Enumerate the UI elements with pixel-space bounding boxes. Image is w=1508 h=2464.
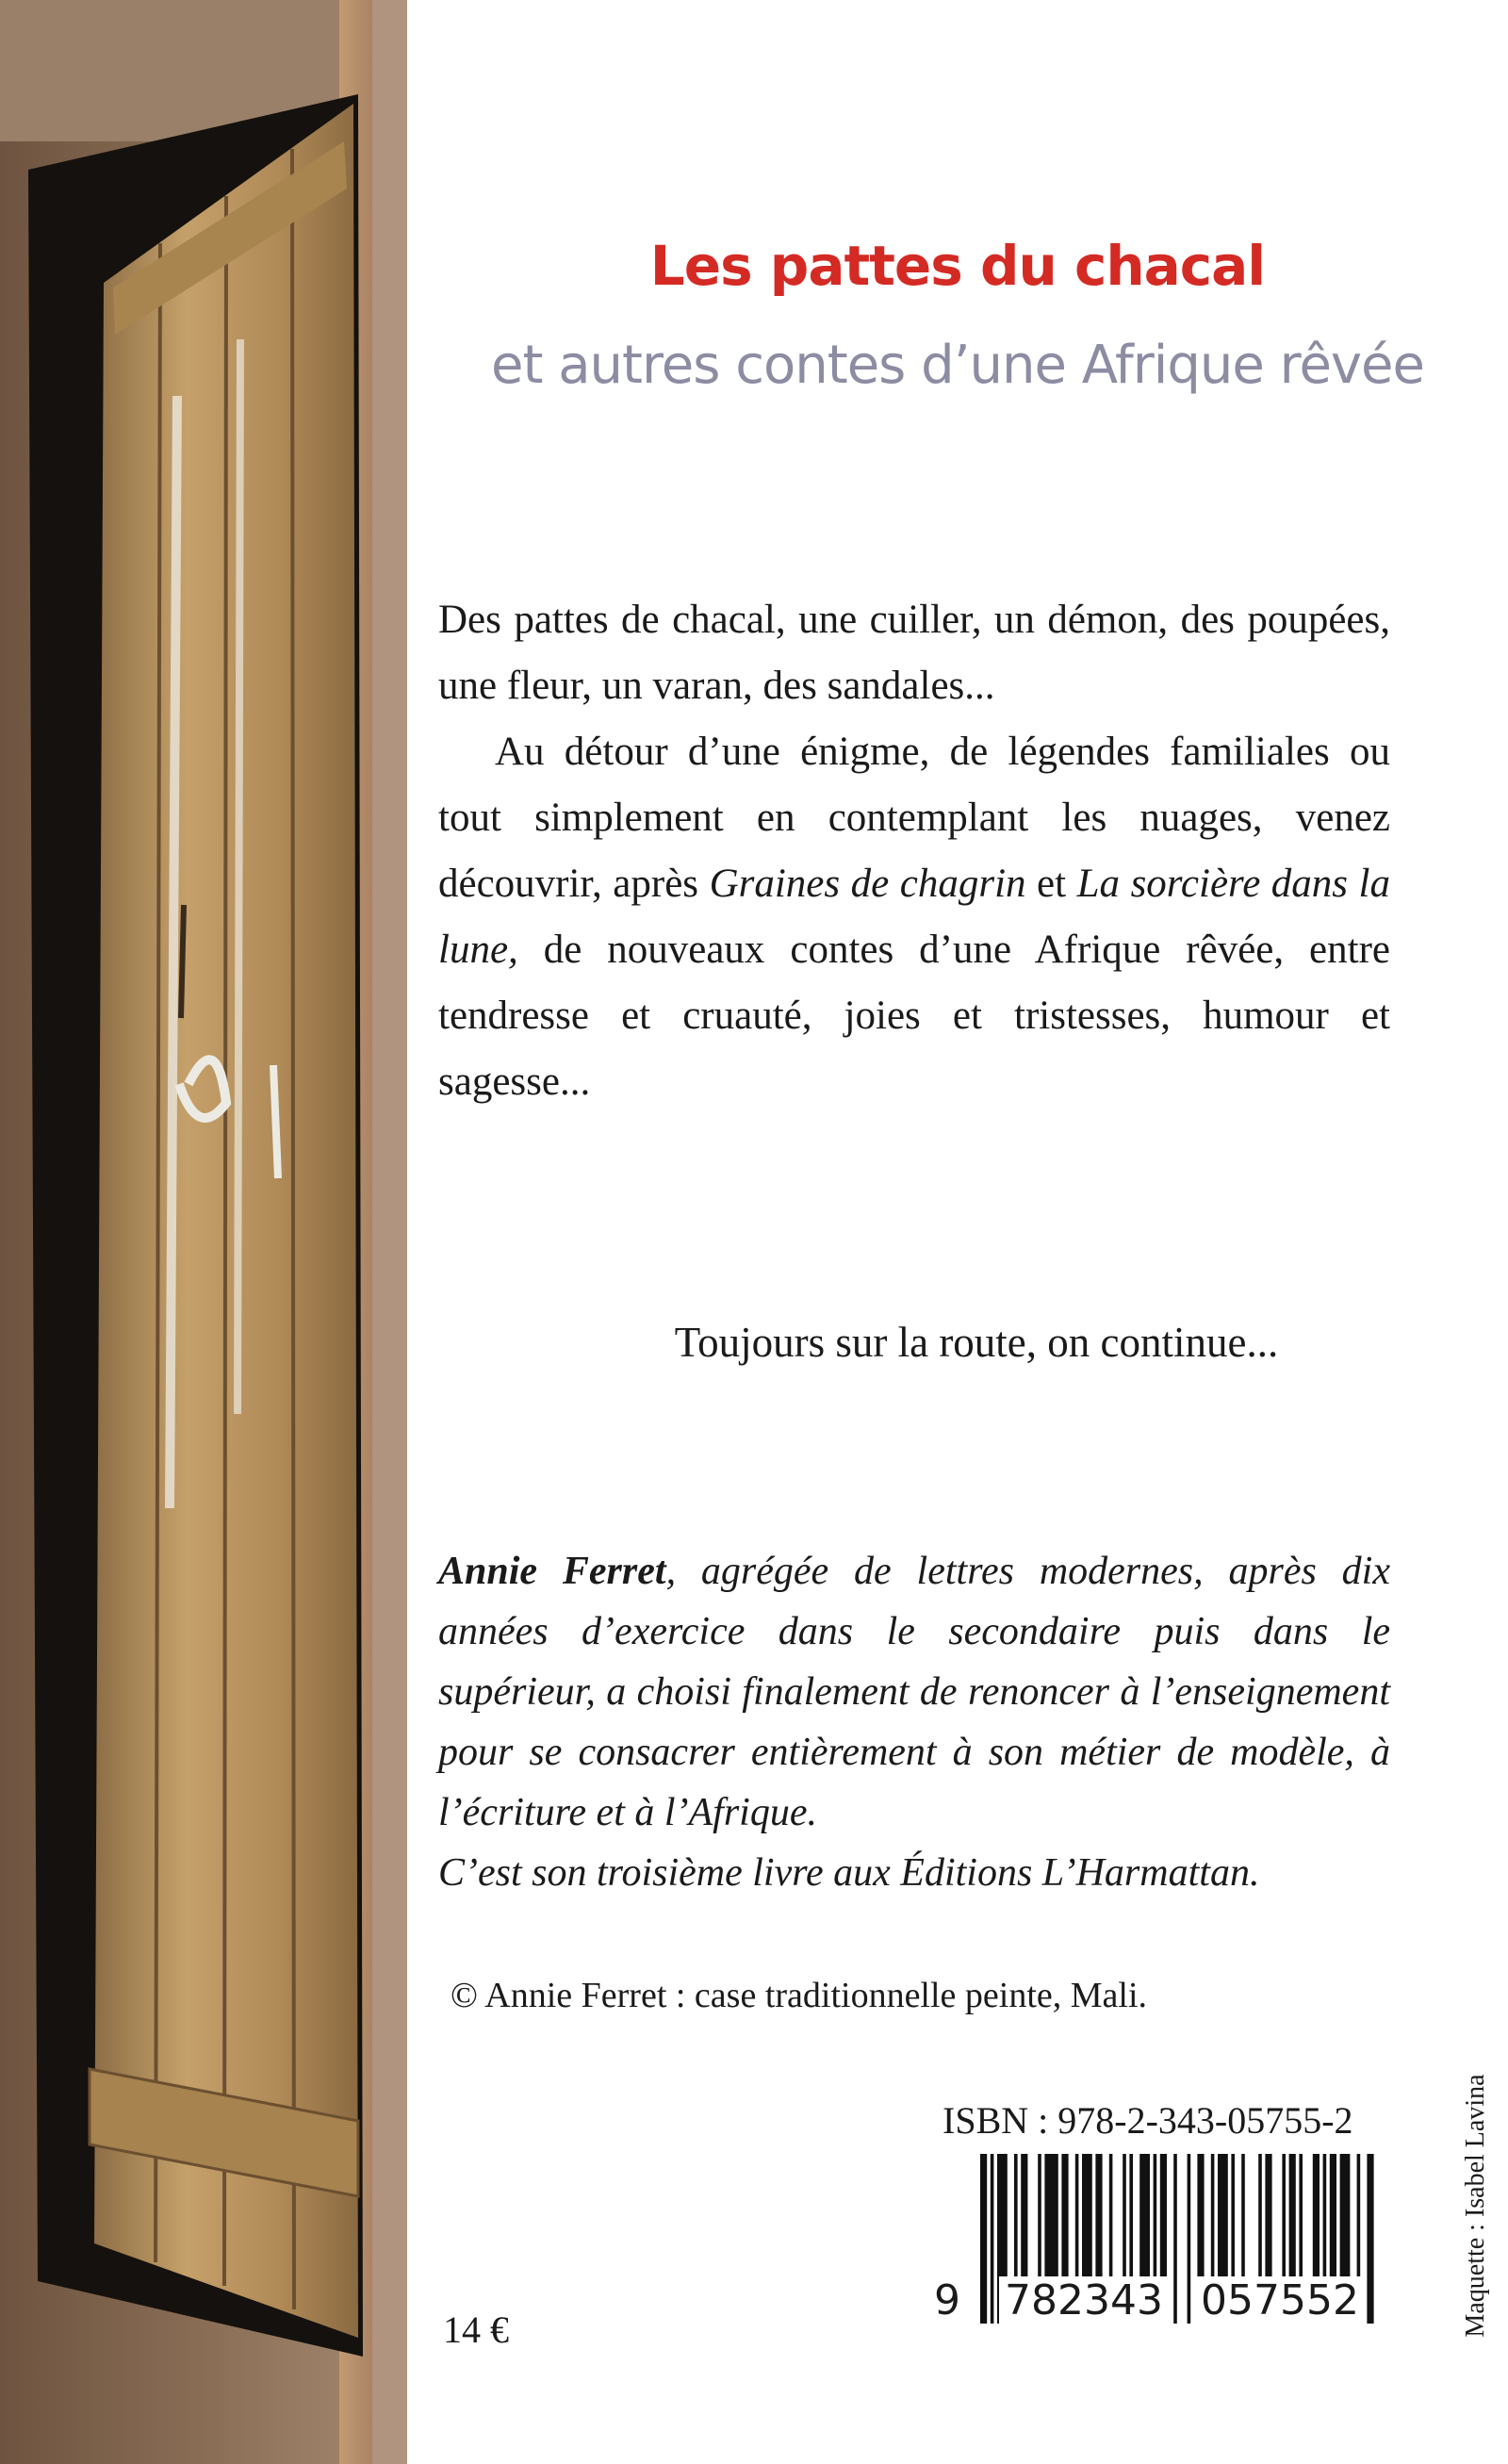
- cover-photo: [0, 0, 407, 2464]
- barcode-left-digits: 782343: [999, 2276, 1169, 2325]
- tagline: Toujours sur la route, on continue...: [674, 1319, 1279, 1366]
- photo-credit: © Annie Ferret : case traditionnelle peinte, Mali.: [451, 1976, 1148, 2015]
- price: 14 €: [443, 2308, 509, 2351]
- author-bio: [438, 1541, 1390, 1903]
- layout-credit: Maquette : Isabel Lavina: [1461, 2074, 1490, 2338]
- barcode-first-digit: 9: [928, 2276, 966, 2325]
- blurb-text-start: Au détour d’une énigme, de légendes familiales ou tout simplement en contemplant les nuages, venez découvrir, après: [438, 730, 1390, 906]
- isbn: ISBN : 978-2-343-05755-2: [942, 2099, 1353, 2142]
- blurb: [438, 587, 1390, 1115]
- barcode-bar: [991, 2154, 994, 2324]
- book-subtitle: et autres contes d’une Afrique rêvée: [491, 335, 1424, 396]
- bio-text: , agrégée de lettres modernes, après dix années d’exercice dans le secondaire puis dans le supérieur, a choisi finalement de renoncer à l’enseignement pour se consacrer entièrement à son métier de modèle, à l’écriture et à l’Afrique.: [438, 1550, 1390, 1834]
- blurb-text-end: de nouveaux contes d’une Afrique rêvée, entre tendresse et cruauté, joies et tristesses, humour et sagesse...: [438, 928, 1390, 1104]
- author-name: Annie Ferret: [438, 1550, 666, 1593]
- blurb-paragraph-1: Des pattes de chacal, une cuiller, un démon, des poupées, une fleur, un varan, des sandales...: [438, 598, 1390, 708]
- barcode-right-digits: 057552: [1195, 2276, 1365, 2325]
- book-title: Les pattes du chacal: [649, 234, 1266, 298]
- blurb-text-and: et: [1025, 862, 1077, 906]
- book-reference-1: Graines de chagrin: [709, 862, 1026, 906]
- barcode-bar: [1188, 2154, 1191, 2324]
- blurb-paragraph-2: [438, 719, 1390, 1115]
- barcode-bar: [1173, 2154, 1177, 2324]
- barcode-bar: [1367, 2154, 1373, 2324]
- barcode-bar: [980, 2154, 987, 2324]
- bio-last-line: C’est son troisième livre aux Éditions L’Harmattan.: [438, 1851, 1260, 1895]
- bio-paragraph: [438, 1541, 1390, 1843]
- book-reference-2: La sorcière dans la lune,: [438, 862, 1391, 972]
